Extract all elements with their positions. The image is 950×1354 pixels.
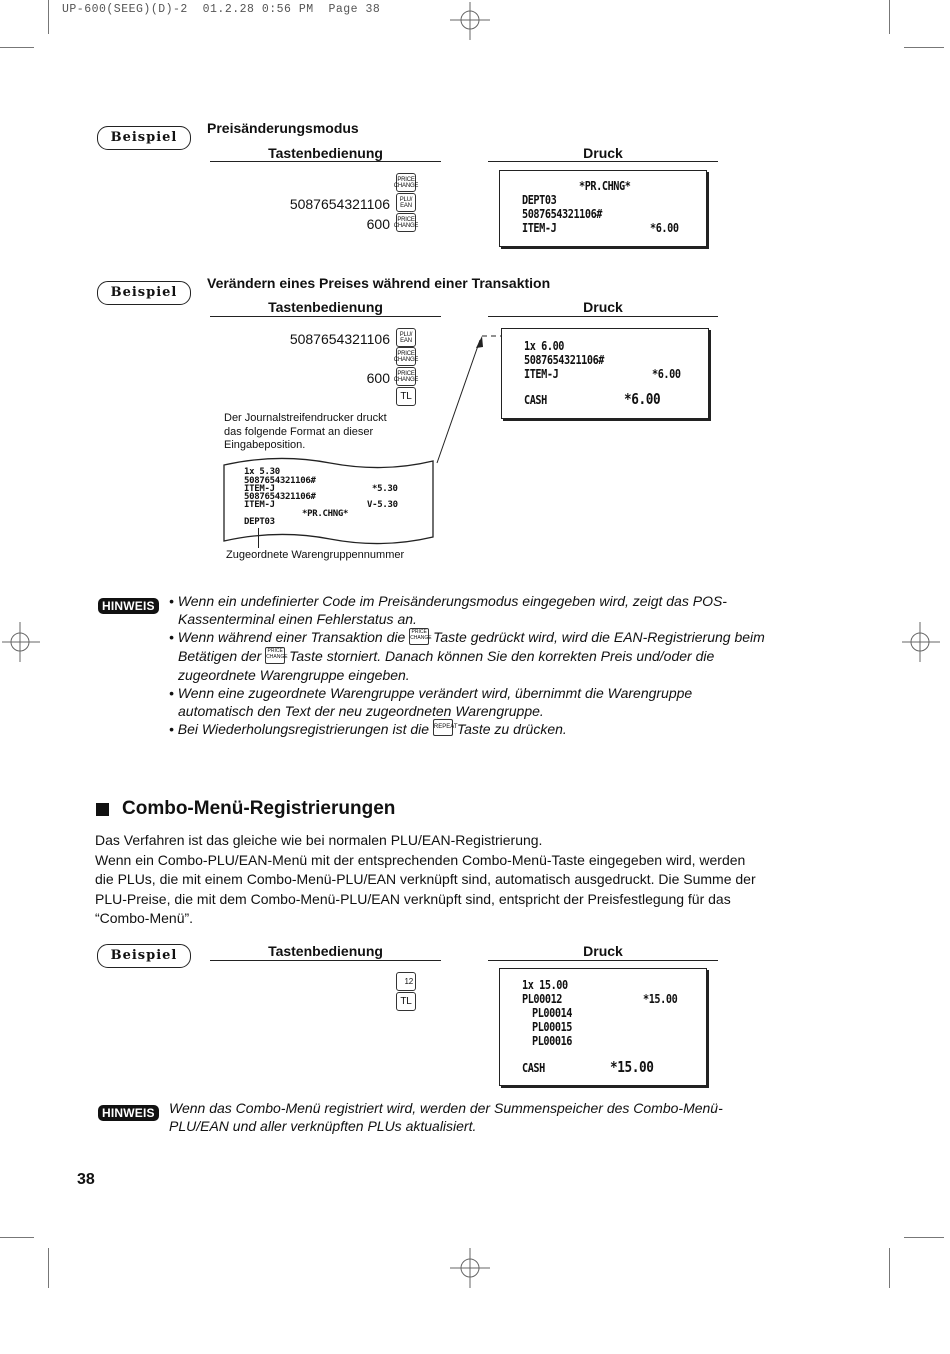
divider <box>210 316 441 317</box>
journal-line: DEPT03 <box>244 517 275 527</box>
hinweis-badge: HINWEIS <box>98 1105 159 1121</box>
crop-mark <box>48 1248 49 1288</box>
journal-print <box>222 455 437 550</box>
divider <box>488 316 718 317</box>
journal-line: ITEM-J <box>244 500 275 510</box>
note-text: Taste storniert. Danach können Sie den korrekten Preis und/oder die <box>289 647 715 664</box>
example-badge: Beispiel <box>97 126 191 150</box>
note-text: zugeordnete Warengruppe eingeben. <box>178 666 410 683</box>
receipt-amount: *6.00 <box>652 367 681 381</box>
notes-list <box>169 592 819 738</box>
divider <box>488 161 718 162</box>
crop-mark <box>904 1237 944 1238</box>
plu-ean-key: PLU/ EAN <box>396 328 416 347</box>
column-head-keys: Tastenbedienung <box>268 299 383 315</box>
price-change-key: PRICE CHANGE <box>396 213 416 232</box>
receipt-cash-label: CASH <box>522 1061 545 1075</box>
plu-direct-key: 12 <box>396 972 416 991</box>
receipt-line: 5087654321106# <box>524 353 605 367</box>
journal-note-line: das folgende Format an dieser <box>224 425 374 438</box>
note-text: PLU/EAN und aller verknüpften PLUs aktualisiert. <box>169 1118 477 1134</box>
price-change-key-icon: PRICE CHANGE <box>409 628 429 645</box>
receipt-amount: *15.00 <box>643 992 678 1006</box>
receipt-line: ITEM-J <box>524 367 559 381</box>
note-text: • Wenn eine zugeordnete Warengruppe verändert wird, übernimmt die Warengruppe <box>169 684 693 701</box>
registration-mark-icon <box>900 622 940 662</box>
journal-line: ITEM-J <box>244 484 275 494</box>
hinweis-badge: HINWEIS <box>98 598 159 614</box>
print-header: UP-600(SEEG)(D)-2 01.2.28 0:56 PM Page 38 <box>62 3 381 16</box>
key-entry-value: 5087654321106 <box>289 331 390 347</box>
section-title: Verändern eines Preises während einer Transaktion <box>207 275 551 291</box>
key-entry-value: 600 <box>366 370 390 386</box>
receipt-line: PL00014 <box>532 1006 573 1020</box>
page-number: 38 <box>77 1171 95 1188</box>
receipt-line: DEPT03 <box>522 193 557 207</box>
note-text: Taste gedrückt wird, wird die EAN-Registrierung beim <box>433 629 765 645</box>
column-head-print: Druck <box>583 943 623 959</box>
notes-list <box>169 1099 819 1135</box>
note-text: Kassenterminal einen Fehlerstatus an. <box>178 611 417 627</box>
column-head-print: Druck <box>583 145 623 161</box>
pointer-line <box>258 528 259 548</box>
column-head-keys: Tastenbedienung <box>268 943 383 959</box>
receipt-line: 1x 15.00 <box>522 978 568 992</box>
repeat-key-icon: REPEAT <box>433 719 453 736</box>
journal-line: 5087654321106# <box>244 476 316 486</box>
journal-line: 1x 5.30 <box>244 467 280 477</box>
total-key: TL <box>396 387 416 406</box>
receipt-cash-label: CASH <box>524 393 547 407</box>
crop-mark <box>0 47 34 48</box>
note-text: Taste zu drücken. <box>456 720 567 737</box>
journal-line: *PR.CHNG* <box>302 509 349 519</box>
receipt-total: *15.00 <box>610 1058 654 1076</box>
paragraph-line: die PLUs, die mit einem Combo-Menü-PLU/EAN verknüpft sind, automatisch ausgedruckt. Die Summe der <box>95 871 756 887</box>
receipt-line: ITEM-J <box>522 221 557 235</box>
receipt-amount: *6.00 <box>650 221 679 235</box>
plu-ean-key: PLU/ EAN <box>396 193 416 212</box>
paragraph-line: PLU-Preise, die mit dem Combo-Menü-PLU/EAN verknüpft sind, entspricht der Preisfestlegung für das <box>95 890 731 907</box>
journal-note-line: Eingabeposition. <box>224 439 306 451</box>
square-bullet-icon <box>96 803 109 816</box>
receipt-line: 5087654321106# <box>522 207 603 221</box>
registration-mark-icon <box>2 622 42 662</box>
price-change-key: PRICE CHANGE <box>396 173 416 192</box>
receipt-line: PL00016 <box>532 1034 573 1048</box>
note-text: • Wenn ein undefinierter Code im Preisänderungsmodus eingegeben wird, zeigt das POS- <box>169 593 727 609</box>
note-text: Betätigen der <box>178 647 262 664</box>
paragraph-line: Das Verfahren ist das gleiche wie bei normalen PLU/EAN-Registrierung. <box>95 832 543 848</box>
note-text: automatisch den Text der neu zugeordneten Warengruppe. <box>178 702 544 719</box>
receipt-line: *PR.CHNG* <box>579 179 631 193</box>
key-entry-value: 5087654321106 <box>289 196 390 212</box>
journal-caption: Zugeordnete Warengruppennummer <box>226 549 405 561</box>
crop-mark <box>904 47 944 48</box>
crop-mark <box>0 1237 34 1238</box>
receipt-line: PL00015 <box>532 1020 573 1034</box>
journal-note <box>224 412 387 453</box>
column-head-keys: Tastenbedienung <box>268 145 383 161</box>
crop-mark <box>48 0 49 34</box>
note-text: • Bei Wiederholungsregistrierungen ist die <box>169 720 430 737</box>
column-head-print: Druck <box>583 299 623 315</box>
note-text: Wenn das Combo-Menü registriert wird, werden der Summenspeicher des Combo-Menü- <box>169 1100 723 1116</box>
price-change-key-icon: PRICE CHANGE <box>265 647 285 664</box>
registration-mark-icon <box>450 2 490 42</box>
divider <box>488 960 718 961</box>
crop-mark <box>889 1248 890 1288</box>
combo-description <box>95 831 815 929</box>
paragraph-line: “Combo-Menü”. <box>95 910 194 926</box>
crop-mark <box>889 0 890 34</box>
section-title: Preisänderungsmodus <box>207 120 359 136</box>
price-change-key: PRICE CHANGE <box>396 347 416 366</box>
paragraph-line: Wenn ein Combo-PLU/EAN-Menü mit der entsprechenden Combo-Menü-Taste eingegeben wird, werden <box>95 851 746 868</box>
note-text: • Wenn während einer Transaktion die <box>169 629 406 645</box>
section-heading: Combo-Menü-Registrierungen <box>122 798 396 819</box>
divider <box>210 161 441 162</box>
receipt-line: PL00012 <box>522 992 563 1006</box>
key-entry-value: 600 <box>366 216 390 232</box>
receipt <box>499 968 707 1086</box>
receipt-total: *6.00 <box>624 390 661 408</box>
journal-note-line: Der Journalstreifendrucker druckt <box>224 412 387 424</box>
receipt <box>501 328 709 419</box>
journal-line: 5087654321106# <box>244 492 316 502</box>
total-key: TL <box>396 992 416 1011</box>
example-badge: Beispiel <box>97 944 191 968</box>
receipt-line: 1x 6.00 <box>524 339 565 353</box>
receipt <box>499 170 707 247</box>
journal-amount: *5.30 <box>372 484 398 494</box>
example-badge: Beispiel <box>97 281 191 305</box>
price-change-key: PRICE CHANGE <box>396 367 416 386</box>
journal-amount: V-5.30 <box>367 500 398 510</box>
divider <box>210 960 441 961</box>
registration-mark-icon <box>450 1248 490 1288</box>
